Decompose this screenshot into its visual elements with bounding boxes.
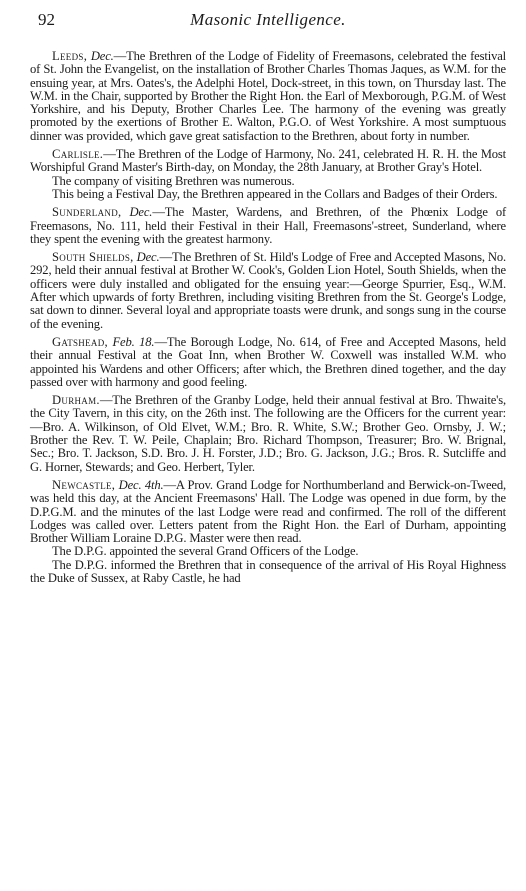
- article-place: Carlisle.: [52, 147, 104, 162]
- article-paragraph: [30, 148, 506, 175]
- article-text: —The Borough Lodge, No. 614, of Free and Accepted Masons, held their annual Festival at the Goat Inn, when Brother W. Coxwell was installed W.M. who appointed his Wardens and other Officers; after which, the Brethren dined together, and the day passed over with harmony and good feeling.: [30, 334, 506, 389]
- article: [30, 479, 506, 585]
- article-date: Dec. 4th.: [118, 477, 164, 492]
- article: [30, 251, 506, 331]
- article-paragraph: [30, 188, 506, 201]
- article-date: Dec.: [90, 49, 114, 63]
- article-paragraph: [30, 394, 506, 474]
- article-paragraph: [30, 50, 506, 143]
- article: [30, 50, 506, 143]
- article-paragraph: [30, 251, 506, 331]
- article-text: This being a Festival Day, the Brethren appeared in the Collars and Badges of their Orders.: [52, 186, 498, 201]
- article-text: The company of visiting Brethren was numerous.: [52, 173, 295, 188]
- article-place: Sunderland,: [52, 205, 122, 220]
- article-place: South Shields,: [52, 250, 134, 265]
- article-place: Durham.: [52, 393, 100, 408]
- article-paragraph: [30, 545, 506, 558]
- article: [30, 206, 506, 246]
- article: [30, 148, 506, 201]
- article-text: —The Brethren of the Lodge of Harmony, No. 241, celebrated H. R. H. the Most Worshipful Grand Master's Birth-day, on Monday, the 28th January, at Brother Gray's Hotel.: [30, 147, 506, 175]
- article-paragraph: [30, 175, 506, 188]
- article-place: Gatshead,: [52, 334, 108, 349]
- article-paragraph: [30, 206, 506, 246]
- article-text: —A Prov. Grand Lodge for Northumberland and Berwick-on-Tweed, was held this day, at the Ancient Freemasons' Hall. The Lodge was opened in due form, by the D.P.G.M. and the minutes of the last Lodge were read and confirmed. The roll of the different Lodges was called over. Letters patent from the Right Hon. the Earl of Durham, appointing Brother William Loraine D.P.G. Master were then read.: [30, 477, 507, 546]
- article-date: Dec.: [136, 250, 160, 265]
- article-date: Dec.: [129, 205, 153, 220]
- article-text: The D.P.G. appointed the several Grand Officers of the Lodge.: [52, 544, 359, 559]
- article-place: Leeds,: [52, 49, 88, 63]
- article-list: [30, 50, 506, 585]
- article-text: The D.P.G. informed the Brethren that in consequence of the arrival of His Royal Highness the Duke of Sussex, at Raby Castle, he had: [30, 557, 506, 585]
- article-text: —The Brethren of St. Hild's Lodge of Free and Accepted Masons, No. 292, held their annual festival at Brother W. Cook's, Golden Lion Hotel, South Shields, when the officers were duly installed and obligated for the ensuing year:—George Spurrier, Esq., W.M. After which upwards of forty Brethren, including visiting Brethren from the St. George's Lodge, sat down to dinner. Several loyal and appropriate toasts were drunk, and songs sung in the course of the evening.: [30, 250, 507, 331]
- running-title: Masonic Intelligence.: [190, 10, 346, 29]
- article-place: Newcastle,: [52, 477, 116, 492]
- article-paragraph: [30, 336, 506, 389]
- article: [30, 336, 506, 389]
- page-header: [30, 10, 506, 34]
- article-date: Feb. 18.: [112, 334, 155, 349]
- article-paragraph: [30, 559, 506, 586]
- article-text: —The Brethren of the Granby Lodge, held their annual festival at Bro. Thwaite's, the City Tavern, in this city, on the 26th inst. The following are the Officers for the current year:—Bro. A. Wilkinson, of Old Elvet, W.M.; Bro. R. White, S.W.; Brother Geo. Ornsby, J. W.; Brother the Rev. T. W. Peile, Chaplain; Bro. Richard Thompson, Treasurer; Bro. W. Brignal, Sec.; Bro. T. Jackson, S.D. Bro. J. H. Forster, J.D.; Bro. G. Jackson, J.G.; Bros. R. Sutcliffe and G. Horner, Stewards; and Geo. Herbert, Tyler.: [30, 393, 506, 474]
- page-number: 92: [38, 10, 55, 29]
- article-paragraph: [30, 479, 506, 545]
- article-text: —The Master, Wardens, and Brethren, of the Phœnix Lodge of Freemasons, No. 111, held their Festival in their Hall, Freemasons'-street, Sunderland, where they spent the evening with the greatest harmony.: [30, 205, 507, 246]
- article: [30, 394, 506, 474]
- article-text: —The Brethren of the Lodge of Fidelity of Freemasons, celebrated the festival of St. John the Evangelist, on the installation of Brother Charles Thomas Jaques, as W.M. for the ensuing year, at Mrs. Oates's, the Adelphi Hotel, Dock-street, in this town, on Thursday last. The W.M. in the Chair, supported by Brother the Right Hon. the Earl of Mexborough, P.G.M. of West Yorkshire, and his Deputy, Brother Charles Lee. The harmony of the evening was greatly promoted by the exertions of Brother E. Walton, P.G.O. of West Yorkshire. A most sumptuous dinner was provided, which gave great satisfaction to the Brethren, about forty in number.: [30, 49, 506, 143]
